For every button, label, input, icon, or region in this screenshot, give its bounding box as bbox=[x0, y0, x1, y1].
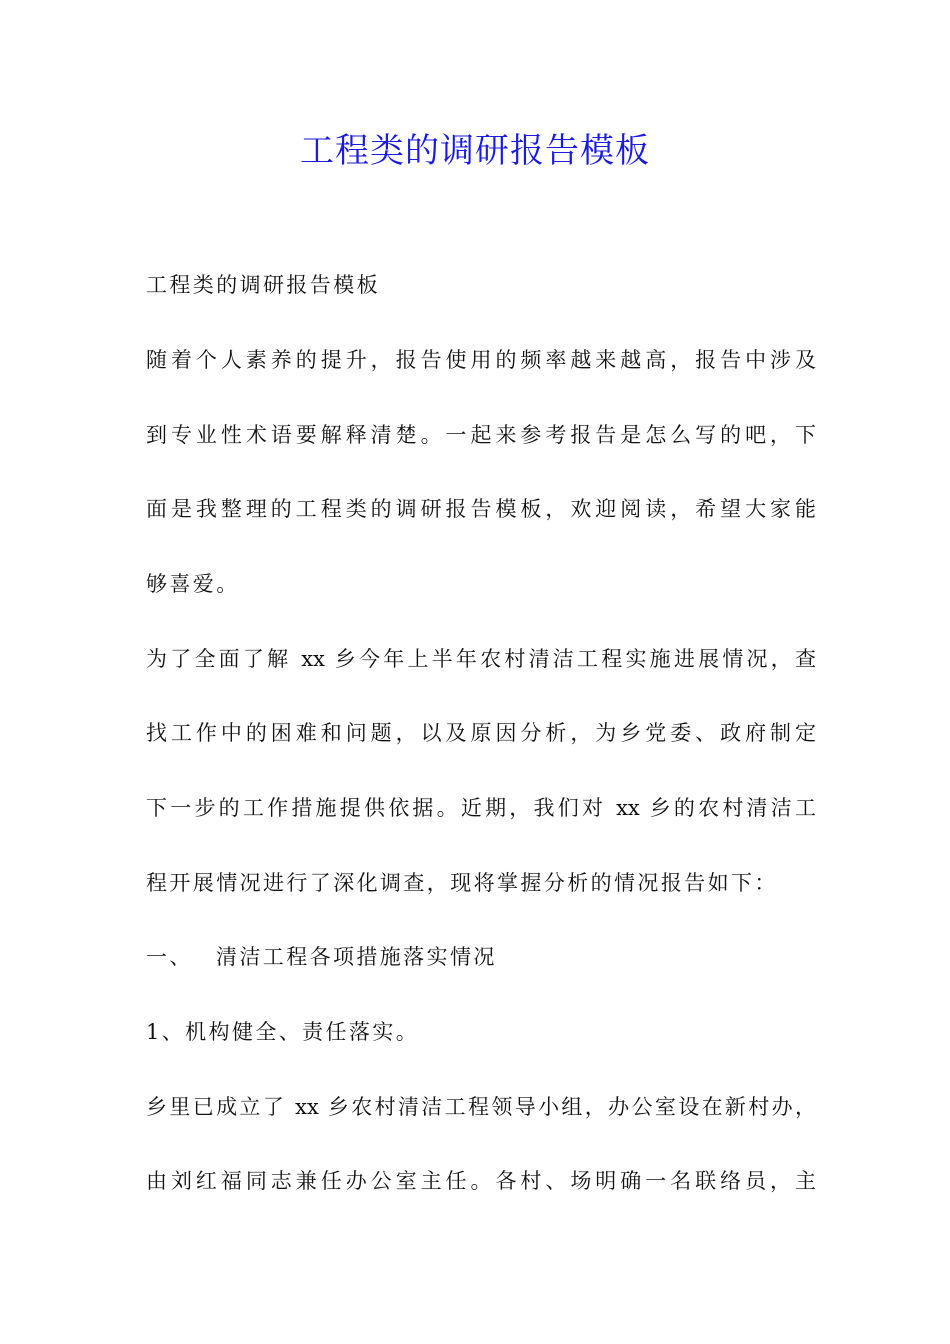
body-line: 乡里已成立了 xx 乡农村清洁工程领导小组，办公室设在新村办， bbox=[146, 1095, 816, 1119]
body-line: 随着个人素养的提升，报告使用的频率越来越高，报告中涉及 bbox=[146, 348, 816, 372]
section-heading-text: 清洁工程各项措施落实情况 bbox=[216, 945, 497, 969]
body-line: 面是我整理的工程类的调研报告模板，欢迎阅读，希望大家能 bbox=[146, 497, 816, 521]
body-line: 下一步的工作措施提供依据。近期，我们对 xx 乡的农村清洁工 bbox=[146, 796, 816, 820]
document-title: 工程类的调研报告模板 bbox=[300, 131, 650, 171]
section-number: 一、 bbox=[146, 945, 193, 969]
body-line: 程开展情况进行了深化调查，现将掌握分析的情况报告如下： bbox=[146, 871, 778, 895]
body-line: 由刘红福同志兼任办公室主任。各村、场明确一名联络员，主 bbox=[146, 1169, 816, 1193]
body-line: 为了全面了解 xx 乡今年上半年农村清洁工程实施进展情况，查 bbox=[146, 647, 816, 671]
body-line: 够喜爱。 bbox=[146, 572, 240, 596]
subsection-heading: 1、机构健全、责任落实。 bbox=[146, 1020, 420, 1044]
body-line-subtitle: 工程类的调研报告模板 bbox=[146, 273, 380, 297]
body-line: 找工作中的困难和问题，以及原因分析，为乡党委、政府制定 bbox=[146, 721, 816, 745]
body-line: 到专业性术语要解释清楚。一起来参考报告是怎么写的吧，下 bbox=[146, 423, 816, 447]
section-heading bbox=[146, 942, 816, 972]
